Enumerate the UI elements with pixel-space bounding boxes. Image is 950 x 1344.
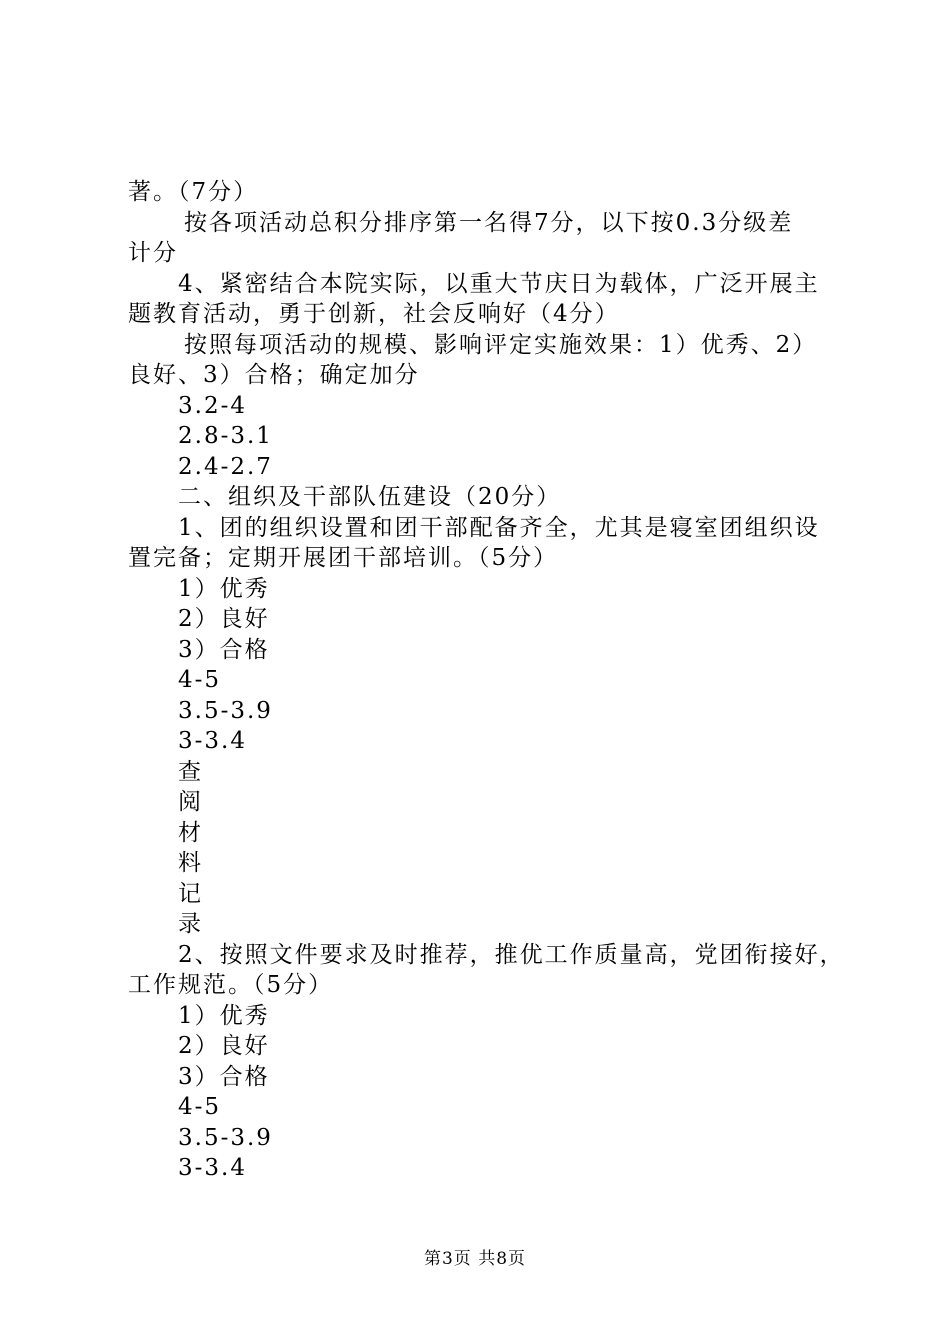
text-line: 2）良好	[178, 606, 270, 632]
text-line: 4-5	[178, 667, 222, 693]
text-line: 按各项活动总积分排序第一名得7分，以下按0.3分级差	[184, 209, 794, 236]
text-line: 按照每项活动的规模、影响评定实施效果：1）优秀、2）	[184, 331, 818, 358]
text-line: 2.8-3.1	[178, 423, 273, 449]
text-line: 2、按照文件要求及时推荐，推优工作质量高，党团衔接好，	[178, 941, 845, 968]
document-body	[128, 177, 845, 1184]
text-line: 2）良好	[178, 1033, 270, 1059]
text-line: 3-3.4	[178, 728, 247, 754]
text-line: 记	[178, 880, 203, 907]
text-line: 著。（7分）	[128, 179, 259, 205]
text-line: 3.2-4	[178, 392, 247, 419]
text-line: 2.4-2.7	[178, 453, 273, 480]
text-line: 3）合格	[178, 636, 270, 663]
text-line: 工作规范。（5分）	[128, 972, 334, 998]
text-line: 置完备；定期开展团干部培训。（5分）	[128, 545, 559, 571]
page-footer: 第3页 共8页	[423, 1249, 527, 1269]
text-line: 1）优秀	[178, 1002, 270, 1029]
text-line: 料	[178, 850, 203, 876]
text-line: 查	[178, 758, 203, 785]
text-line: 3.5-3.9	[178, 697, 273, 724]
text-line: 3-3.4	[178, 1155, 247, 1181]
text-line: 3.5-3.9	[178, 1124, 273, 1151]
text-line: 录	[178, 911, 203, 937]
text-line: 阅	[178, 789, 203, 815]
text-line: 题教育活动，勇于创新，社会反响好（4分）	[128, 301, 620, 327]
text-line: 良好、3）合格；确定加分	[128, 362, 420, 388]
text-line: 材	[178, 819, 203, 846]
text-line: 1、团的组织设置和团干部配备齐全，尤其是寝室团组织设	[178, 514, 820, 541]
text-line: 二、组织及干部队伍建设（20分）	[178, 484, 562, 510]
text-line: 4-5	[178, 1094, 222, 1120]
text-line: 计分	[128, 240, 178, 266]
text-line: 1）优秀	[178, 575, 270, 602]
text-line: 3）合格	[178, 1063, 270, 1090]
text-line: 4、紧密结合本院实际，以重大节庆日为载体，广泛开展主	[178, 270, 820, 297]
